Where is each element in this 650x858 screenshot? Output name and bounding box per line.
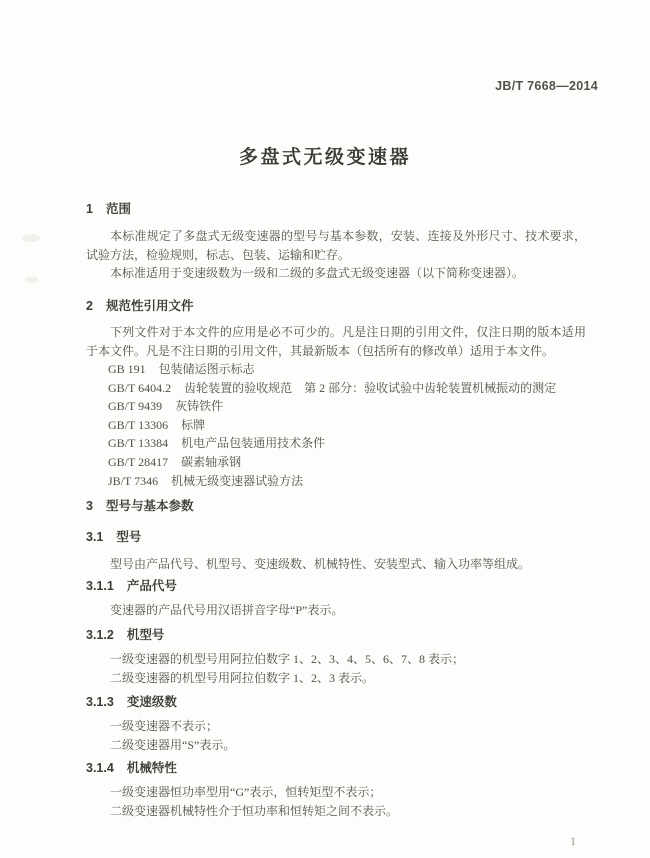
reference-code: GB/T 28417 [108,454,169,469]
subsection-3-1-4-number: 3.1.4 [86,761,114,775]
scope-paragraph-1: 本标准规定了多盘式无级变速器的型号与基本参数，安装、连接及外形尺寸、技术要求，试验方法，检验规则，标志、包装、运输和贮存。 [86,229,586,262]
reference-code: JB/T 7346 [108,473,159,488]
section-3-heading [86,496,193,514]
subsection-3-1-number: 3.1 [86,530,104,544]
references-intro: 下列文件对于本文件的应用是必不可少的。凡是注日期的引用文件，仅注日期的版本适用于本文件。凡是不注日期的引用文件，其最新版本（包括所有的修改单）适用于本文件。 [86,325,586,358]
reference-code: GB 191 [108,362,146,376]
subsection-3-1-1-heading [86,576,177,594]
statement-line: 一级变速器不表示； [110,719,219,733]
statement-line: 二级变速器用“S”表示。 [110,737,236,752]
reference-title: 包装储运图示标志 [158,362,255,376]
reference-item [108,379,556,398]
subsection-3-1-1-number: 3.1.1 [86,579,114,593]
subsection-3-1-title: 型号 [116,530,142,544]
reference-item [108,416,556,435]
reference-item [108,472,556,491]
reference-title: 标牌 [181,417,206,432]
subsection-3-1-3-title: 变速级数 [126,695,177,709]
reference-code: GB/T 13306 [108,417,169,432]
reference-item [108,434,556,453]
section-2-heading [86,296,193,314]
subsection-3-1-2-title: 机型号 [126,628,165,642]
subsection-3-1-3-number: 3.1.3 [86,695,114,709]
section-1-number: 1 [86,202,93,216]
section-3-number: 3 [86,499,93,513]
section-1-title: 范围 [105,202,131,216]
statement-line: 二级变速器的机型号用阿拉伯数字 1、2、3 表示。 [110,670,375,685]
references-list [108,360,556,490]
subsection-3-1-1-text: 变速器的产品代号用汉语拼音字母“P”表示。 [110,603,344,617]
statement-line: 二级变速器机械特性介于恒功率和恒转矩之间不表示。 [110,803,399,818]
reference-title: 灰铸铁件 [175,399,224,414]
reference-title: 机电产品包装通用技术条件 [181,436,326,451]
reference-title: 机械无级变速器试验方法 [171,473,304,488]
reference-code: GB/T 13384 [108,436,169,451]
reference-item [108,453,556,472]
reference-title: 碳素轴承钢 [181,454,242,469]
section-2-title: 规范性引用文件 [105,299,194,313]
document-title: 多盘式无级变速器 [238,147,411,168]
statement-line: 一级变速器的机型号用阿拉伯数字 1、2、3、4、5、6、7、8 表示； [110,652,465,666]
reference-code: GB/T 6404.2 [108,380,172,395]
subsection-3-1-2-number: 3.1.2 [86,628,114,642]
subsection-3-1-4-title: 机械特性 [126,761,177,775]
subsection-3-1-3-heading [86,692,177,710]
reference-code: GB/T 9439 [108,399,163,414]
scan-artifact [22,234,40,242]
section-2-number: 2 [86,299,93,313]
subsection-3-1-4-heading [86,758,177,776]
page-number: 1 [570,834,576,848]
subsection-3-1-text: 型号由产品代号、机型号、变速级数、机械特性、安装型式、输入功率等组成。 [110,557,531,571]
subsection-3-1-heading [86,527,141,545]
reference-item [108,397,556,416]
subsection-3-1-2-text [86,650,586,687]
reference-title: 齿轮装置的验收规范 第 2 部分：验收试验中齿轮装置机械振动的测定 [184,380,557,395]
subsection-3-1-2-heading [86,625,164,643]
scope-paragraph-2: 本标准适用于变速级数为一级和二级的多盘式无级变速器（以下简称变速器）。 [110,266,525,280]
statement-line: 一级变速器恒功率型用“G”表示，恒转矩型不表示； [110,785,382,799]
subsection-3-1-1-title: 产品代号 [126,579,177,593]
section-1-heading [86,199,131,217]
reference-item [108,360,556,379]
section-3-title: 型号与基本参数 [105,499,194,513]
subsection-3-1-4-text [86,783,586,820]
subsection-3-1-3-text [86,717,586,754]
standard-code: JB/T 7668—2014 [495,79,598,93]
scan-artifact [25,276,38,283]
